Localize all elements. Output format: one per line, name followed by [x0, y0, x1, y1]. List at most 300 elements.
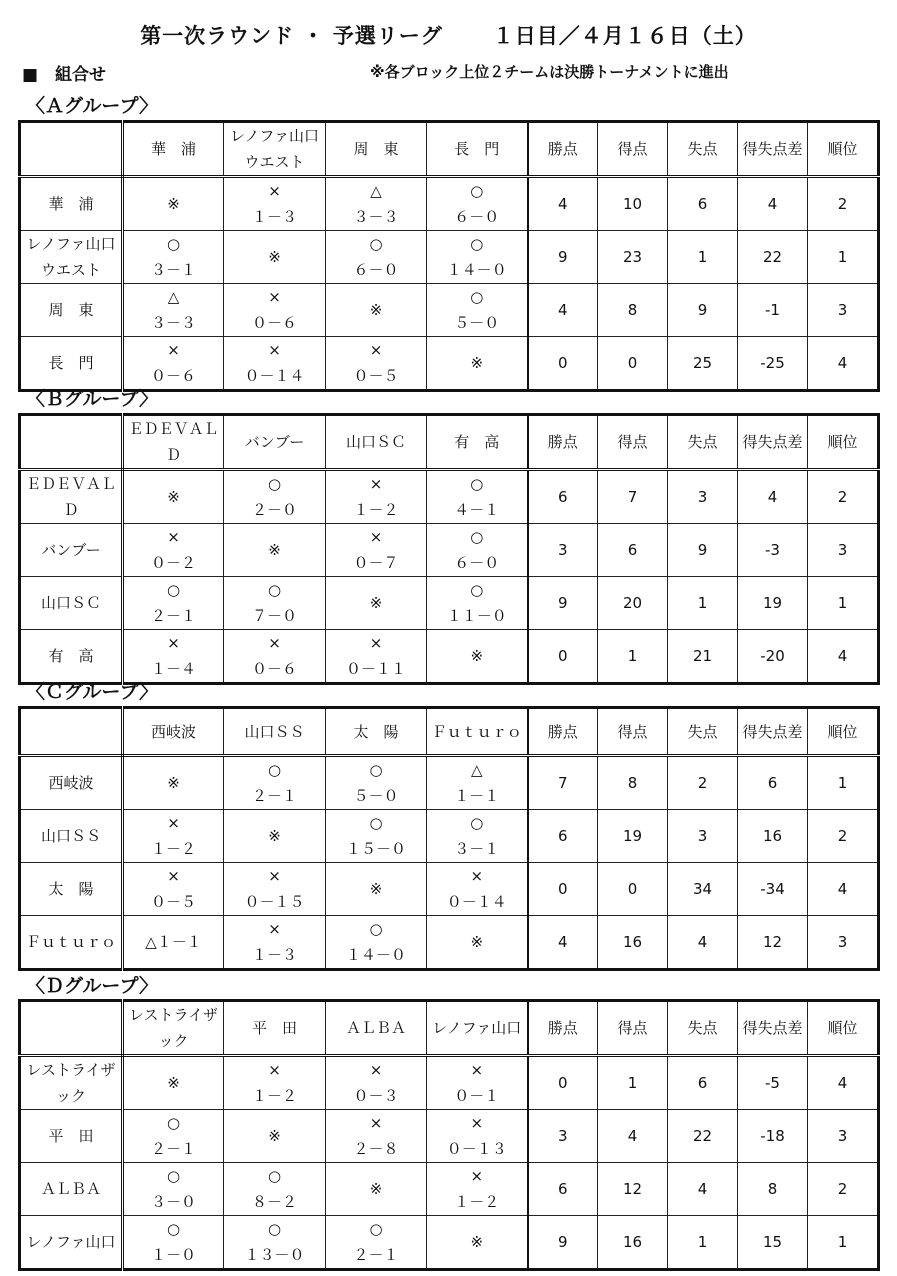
match-result-cell [224, 337, 326, 391]
stat-cell: 21 [668, 630, 738, 684]
result-text: ※ [268, 248, 281, 266]
match-result-cell [427, 524, 528, 577]
result-text: ０－１４ [446, 893, 507, 911]
match-result-cell [326, 1163, 427, 1216]
page-title [0, 20, 897, 50]
match-result-cell [326, 1110, 427, 1163]
result-mark: × [268, 867, 281, 885]
match-result-cell [326, 231, 427, 284]
match-result-cell [123, 231, 224, 284]
result-mark: ○ [369, 761, 383, 779]
team-column-header: レノファ山口 [427, 1001, 528, 1056]
stat-column-header: 勝点 [528, 122, 598, 177]
match-result-cell [326, 470, 427, 524]
result-text: １－３ [251, 208, 297, 226]
result-text: １－０ [150, 1246, 196, 1264]
stat-cell: 0 [528, 1056, 598, 1110]
result-text: ※ [167, 774, 180, 792]
match-result-cell [326, 284, 427, 337]
stat-cell: 8 [598, 756, 668, 810]
result-mark: ○ [267, 475, 282, 493]
match-result-cell [427, 630, 528, 684]
match-result-cell [224, 284, 326, 337]
result-mark: ○ [267, 1167, 282, 1185]
stat-cell: 3 [668, 470, 738, 524]
result-text: １－４ [150, 660, 196, 678]
table-row [20, 1163, 879, 1216]
team-column-header: レノファ山口ウエスト [224, 122, 326, 177]
result-text: ２－０ [251, 501, 297, 519]
stat-column-header: 順位 [808, 415, 879, 470]
result-mark: × [369, 341, 383, 359]
stat-cell: 4 [668, 916, 738, 970]
stat-cell: 2 [668, 756, 738, 810]
stat-cell: 4 [528, 177, 598, 231]
stat-cell: 20 [598, 577, 668, 630]
result-mark: ○ [267, 581, 282, 599]
team-row-header: 西岐波 [20, 756, 123, 810]
stat-cell: 4 [808, 863, 879, 916]
result-text: １－２ [454, 1193, 500, 1211]
result-mark: ○ [369, 920, 383, 938]
match-result-cell [326, 1056, 427, 1110]
result-text: ５－０ [454, 314, 500, 332]
team-column-header: バンブー [224, 415, 326, 470]
result-text: １－２ [150, 840, 196, 858]
match-result-cell [427, 756, 528, 810]
team-row-header: 山口ＳＳ [20, 810, 123, 863]
result-text: ３－３ [353, 208, 399, 226]
match-result-cell [224, 1056, 326, 1110]
match-result-cell [224, 863, 326, 916]
stat-cell: 1 [808, 231, 879, 284]
match-result-cell [123, 577, 224, 630]
result-text: ０－５ [150, 893, 196, 911]
result-text: ※ [369, 880, 383, 898]
result-text: ２－１ [251, 787, 297, 805]
result-mark: ○ [470, 581, 484, 599]
stat-cell: 34 [668, 863, 738, 916]
match-result-cell [123, 630, 224, 684]
table-row [20, 337, 879, 391]
stat-cell: 3 [808, 916, 879, 970]
team-column-header: 平 田 [224, 1001, 326, 1056]
table-row [20, 1110, 879, 1163]
match-result-cell [123, 1056, 224, 1110]
stat-cell: 9 [668, 284, 738, 337]
match-result-cell [427, 1056, 528, 1110]
team-column-header: ＡＬＢＡ [326, 1001, 427, 1056]
result-mark: ○ [470, 182, 484, 200]
stat-cell: 9 [528, 1216, 598, 1270]
team-row-header: 平 田 [20, 1110, 123, 1163]
result-mark: × [167, 341, 180, 359]
result-text: ０－１ [454, 1087, 500, 1105]
stat-cell: 6 [528, 810, 598, 863]
result-text: ３－１ [150, 261, 196, 279]
result-mark: ○ [470, 475, 484, 493]
match-result-cell [123, 1110, 224, 1163]
team-column-header: ＥＤＥＶＡＬＤ [123, 415, 224, 470]
result-text: ３－３ [150, 314, 196, 332]
stat-cell: 19 [598, 810, 668, 863]
result-text: ※ [470, 1233, 484, 1251]
result-mark: × [369, 1061, 383, 1079]
result-text: ※ [268, 541, 281, 559]
result-text: １－３ [251, 946, 297, 964]
result-text: ２－１ [150, 1140, 196, 1158]
match-result-cell [427, 1216, 528, 1270]
stat-cell: 12 [598, 1163, 668, 1216]
stat-column-header: 失点 [668, 122, 738, 177]
stat-cell: 9 [528, 231, 598, 284]
stat-cell: 25 [668, 337, 738, 391]
stat-cell: 16 [598, 916, 668, 970]
match-result-cell [224, 1110, 326, 1163]
stat-cell: 3 [808, 284, 879, 337]
result-mark: × [470, 867, 484, 885]
stat-cell: 6 [668, 177, 738, 231]
table-row [20, 470, 879, 524]
stat-column-header: 順位 [808, 1001, 879, 1056]
result-text: ※ [470, 647, 484, 665]
stat-cell: 8 [738, 1163, 808, 1216]
stat-cell: 4 [738, 177, 808, 231]
team-column-header: Ｆｕｔｕｒｏ [427, 708, 528, 756]
result-mark: △ [370, 182, 382, 200]
result-text: １４－０ [345, 946, 406, 964]
result-text: ４－１ [454, 501, 500, 519]
team-row-header: ＥＤＥＶＡＬＤ [20, 470, 123, 524]
stat-cell: 8 [598, 284, 668, 337]
team-column-header: 周 東 [326, 122, 427, 177]
team-row-header: レノファ山口ウエスト [20, 231, 123, 284]
result-text: ※ [470, 933, 484, 951]
result-text: ０－１４ [244, 367, 305, 385]
corner-cell [20, 415, 123, 470]
match-result-cell [224, 177, 326, 231]
stat-cell: 4 [808, 337, 879, 391]
result-text: ２－１ [353, 1246, 399, 1264]
match-result-cell [326, 756, 427, 810]
stat-cell: 0 [528, 863, 598, 916]
result-mark: ○ [166, 1167, 181, 1185]
team-row-header: バンブー [20, 524, 123, 577]
stat-cell: 0 [598, 863, 668, 916]
stat-cell: 1 [668, 577, 738, 630]
result-text: ０－１３ [446, 1140, 507, 1158]
result-text: ２－１ [150, 607, 196, 625]
corner-cell [20, 1001, 123, 1056]
match-result-cell [427, 284, 528, 337]
stat-cell: 1 [668, 1216, 738, 1270]
stat-cell: -20 [738, 630, 808, 684]
stat-cell: -1 [738, 284, 808, 337]
result-mark: ○ [166, 581, 181, 599]
result-mark: ○ [470, 235, 484, 253]
result-mark: ○ [470, 288, 484, 306]
table-row [20, 177, 879, 231]
table-row [20, 863, 879, 916]
match-result-cell [123, 756, 224, 810]
stat-cell: 10 [598, 177, 668, 231]
stat-column-header: 勝点 [528, 415, 598, 470]
stat-cell: 0 [528, 630, 598, 684]
stat-cell: 9 [528, 577, 598, 630]
stat-cell: -3 [738, 524, 808, 577]
result-text: １３－０ [244, 1246, 305, 1264]
stat-cell: 3 [528, 1110, 598, 1163]
match-result-cell [427, 231, 528, 284]
corner-cell [20, 708, 123, 756]
result-mark: ○ [470, 528, 484, 546]
result-text: ０－２ [150, 554, 196, 572]
match-result-cell [123, 1163, 224, 1216]
stat-cell: 4 [738, 470, 808, 524]
result-mark: ○ [369, 235, 383, 253]
stat-cell: 1 [808, 756, 879, 810]
result-mark: ○ [166, 1220, 181, 1238]
result-text: １５－０ [345, 840, 406, 858]
stat-cell: -34 [738, 863, 808, 916]
result-mark: × [268, 1061, 281, 1079]
result-mark: △ [470, 761, 483, 779]
result-mark: × [167, 867, 180, 885]
result-text: ０－７ [353, 554, 399, 572]
stat-column-header: 得点 [598, 122, 668, 177]
stat-cell: 22 [738, 231, 808, 284]
result-text: ※ [167, 1074, 180, 1092]
stat-column-header: 得失点差 [738, 1001, 808, 1056]
result-mark: × [268, 182, 281, 200]
stat-cell: 16 [598, 1216, 668, 1270]
match-result-cell [326, 524, 427, 577]
result-text: ※ [369, 594, 383, 612]
group-heading: 〈Ｄグループ〉 [26, 975, 159, 997]
match-result-cell [123, 470, 224, 524]
stat-cell: 1 [598, 630, 668, 684]
table-row [20, 810, 879, 863]
stat-column-header: 得点 [598, 1001, 668, 1056]
title-round: 第一次ラウンド ・ 予選リーグ [140, 24, 443, 48]
stat-column-header: 勝点 [528, 1001, 598, 1056]
table-row [20, 231, 879, 284]
match-result-cell [123, 1216, 224, 1270]
stat-cell: 0 [528, 337, 598, 391]
team-column-header: レストライザック [123, 1001, 224, 1056]
match-result-cell [326, 177, 427, 231]
stat-cell: 16 [738, 810, 808, 863]
match-result-cell [224, 916, 326, 970]
stat-cell: 1 [808, 577, 879, 630]
stat-cell: 3 [808, 524, 879, 577]
table-row [20, 1056, 879, 1110]
match-result-cell [427, 470, 528, 524]
result-text: ０－６ [150, 367, 196, 385]
match-result-cell [224, 524, 326, 577]
result-text: ６－０ [454, 208, 500, 226]
stat-cell: 7 [528, 756, 598, 810]
group-table [18, 706, 880, 971]
match-result-cell [224, 756, 326, 810]
result-mark: × [268, 341, 281, 359]
result-text: ０－３ [353, 1087, 399, 1105]
stat-column-header: 得点 [598, 708, 668, 756]
result-text: ※ [268, 1127, 281, 1145]
table-row [20, 284, 879, 337]
result-text: ０－５ [353, 367, 399, 385]
match-result-cell [427, 1163, 528, 1216]
table-row [20, 756, 879, 810]
team-row-header: 山口ＳＣ [20, 577, 123, 630]
match-result-cell [123, 916, 224, 970]
stat-column-header: 得失点差 [738, 122, 808, 177]
result-mark: ○ [166, 235, 181, 253]
result-mark: × [369, 1114, 383, 1132]
match-result-cell [224, 1216, 326, 1270]
team-row-header: ＡＬＢＡ [20, 1163, 123, 1216]
result-text: ６－０ [353, 261, 399, 279]
stat-column-header: 失点 [668, 708, 738, 756]
match-result-cell [427, 177, 528, 231]
match-result-cell [224, 1163, 326, 1216]
result-text: ０－１１ [345, 660, 406, 678]
title-date: １日目／４月１６日（土） [492, 24, 757, 48]
table-header-row [20, 122, 879, 177]
group-table [18, 413, 880, 685]
table-header-row [20, 1001, 879, 1056]
result-text: ２－８ [353, 1140, 399, 1158]
team-row-header: 華 浦 [20, 177, 123, 231]
result-text: ※ [167, 195, 180, 213]
match-result-cell [123, 863, 224, 916]
result-mark: × [470, 1061, 484, 1079]
stat-cell: 0 [598, 337, 668, 391]
stat-column-header: 得失点差 [738, 415, 808, 470]
result-mark: ○ [470, 814, 484, 832]
stat-cell: 3 [808, 1110, 879, 1163]
match-result-cell [224, 577, 326, 630]
stat-cell: 4 [668, 1163, 738, 1216]
match-result-cell [326, 863, 427, 916]
result-mark: × [268, 634, 281, 652]
match-result-cell [427, 1110, 528, 1163]
team-column-header: 有 高 [427, 415, 528, 470]
result-text: ３－１ [454, 840, 500, 858]
result-text: ８－２ [251, 1193, 297, 1211]
result-text: ０－６ [251, 660, 297, 678]
stat-cell: 1 [598, 1056, 668, 1110]
table-header-row [20, 708, 879, 756]
result-text: ※ [470, 354, 484, 372]
result-mark: × [369, 634, 383, 652]
result-text: １－２ [353, 501, 399, 519]
team-row-header: 周 東 [20, 284, 123, 337]
group-heading: 〈Ｃグループ〉 [26, 681, 159, 703]
subheader [22, 60, 882, 84]
result-mark: × [268, 288, 281, 306]
team-column-header: 華 浦 [123, 122, 224, 177]
result-mark: × [369, 528, 383, 546]
team-column-header: 西岐波 [123, 708, 224, 756]
match-result-cell [326, 337, 427, 391]
group-table [18, 999, 880, 1271]
stat-cell: -25 [738, 337, 808, 391]
team-row-header: 有 高 [20, 630, 123, 684]
result-text: １－２ [251, 1087, 297, 1105]
result-text: １－１ [454, 787, 500, 805]
match-result-cell [326, 810, 427, 863]
result-text: ※ [369, 301, 383, 319]
result-text: １４－０ [446, 261, 507, 279]
result-mark: △ [167, 288, 180, 306]
result-text: ６－０ [454, 554, 500, 572]
stat-cell: -5 [738, 1056, 808, 1110]
stat-cell: 6 [528, 1163, 598, 1216]
team-column-header: 山口ＳＳ [224, 708, 326, 756]
table-row [20, 630, 879, 684]
team-row-header: レストライザック [20, 1056, 123, 1110]
stat-cell: 1 [808, 1216, 879, 1270]
match-result-cell [224, 231, 326, 284]
stat-cell: 2 [808, 177, 879, 231]
stat-column-header: 失点 [668, 1001, 738, 1056]
stat-cell: 4 [598, 1110, 668, 1163]
stat-cell: 6 [598, 524, 668, 577]
advancement-note: ※各ブロック上位２チームは決勝トーナメントに進出 [370, 63, 729, 81]
result-text: ※ [369, 1180, 383, 1198]
stat-cell: 2 [808, 1163, 879, 1216]
stat-cell: 22 [668, 1110, 738, 1163]
result-mark: ○ [166, 1114, 181, 1132]
stat-cell: 15 [738, 1216, 808, 1270]
stat-column-header: 順位 [808, 708, 879, 756]
match-result-cell [427, 577, 528, 630]
result-mark: ○ [369, 814, 383, 832]
match-result-cell [123, 177, 224, 231]
result-text: ３－０ [150, 1193, 196, 1211]
match-result-cell [123, 337, 224, 391]
table-row [20, 1216, 879, 1270]
match-result-cell [427, 337, 528, 391]
pairing-label: ■ 組合せ [22, 65, 107, 85]
result-text: ７－０ [251, 607, 297, 625]
stat-cell: 4 [808, 630, 879, 684]
result-mark: × [167, 634, 180, 652]
stat-cell: -18 [738, 1110, 808, 1163]
group-table [18, 120, 880, 392]
result-text: １１－０ [446, 607, 507, 625]
stat-column-header: 失点 [668, 415, 738, 470]
stat-cell: 2 [808, 810, 879, 863]
stat-cell: 9 [668, 524, 738, 577]
result-mark: × [470, 1114, 484, 1132]
result-text: ※ [167, 488, 180, 506]
match-result-cell [123, 810, 224, 863]
stat-cell: 3 [668, 810, 738, 863]
group-heading: 〈Ｂグループ〉 [26, 388, 159, 410]
stat-cell: 6 [738, 756, 808, 810]
result-mark: × [268, 920, 281, 938]
stat-column-header: 順位 [808, 122, 879, 177]
corner-cell [20, 122, 123, 177]
result-mark: ○ [369, 1220, 383, 1238]
stat-cell: 3 [528, 524, 598, 577]
result-mark: × [167, 528, 180, 546]
result-text: ０－６ [251, 314, 297, 332]
team-row-header: レノファ山口 [20, 1216, 123, 1270]
stat-column-header: 勝点 [528, 708, 598, 756]
